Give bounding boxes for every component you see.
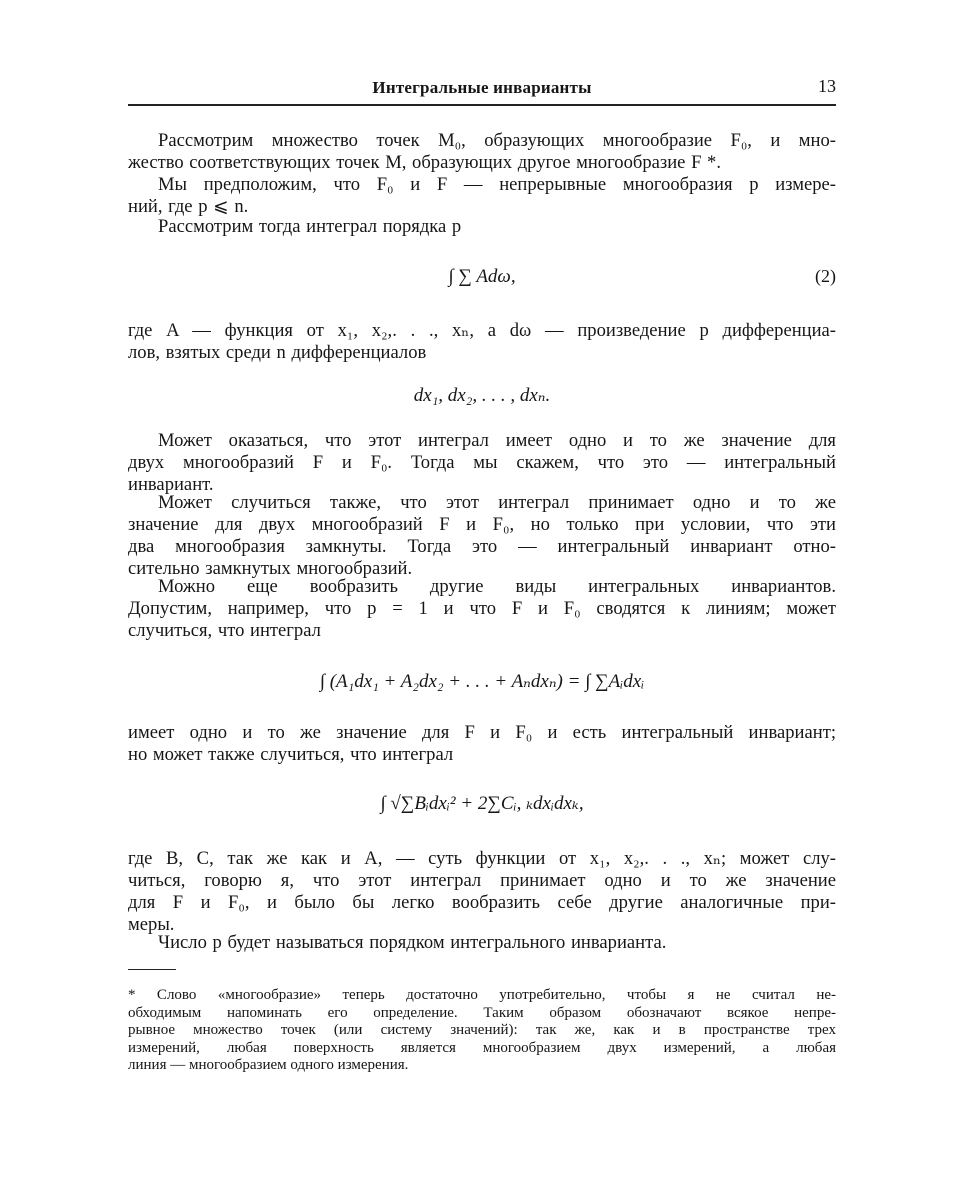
text-line: сительно замкнутых многообразий. [128, 558, 413, 579]
paragraph-3 [128, 216, 836, 238]
footnote-line: измерений, любая поверхность является многообразием двух измерений, а любая [128, 1039, 836, 1056]
text-line: Может случиться также, что этот интеграл принимает одно и то же [158, 492, 836, 513]
text-line: но может также случиться, что интеграл [128, 744, 454, 765]
paragraph-1 [128, 130, 836, 174]
formula-2-expression: ∫ ∑ Adω, [448, 266, 516, 287]
text-line: для F и F₀, и было бы легко вообразить себе другие аналогичные при- [128, 892, 836, 913]
text-line: ний, где p ⩽ n. [128, 196, 249, 217]
equation-number: (2) [815, 266, 836, 286]
paragraph-6 [128, 492, 836, 580]
formula-differentials-expression: dx₁, dx₂, . . . , dxₙ. [413, 385, 551, 406]
paragraph-8 [128, 722, 836, 766]
text-line: Может оказаться, что этот интеграл имеет одно и то же значение для [158, 430, 836, 451]
paragraph-10 [128, 932, 836, 954]
text-line: читься, говорю я, что этот интеграл принимает одно и то же значение [128, 870, 836, 891]
text-line: два многообразия замкнуты. Тогда это — интегральный инвариант отно- [128, 536, 836, 557]
footnote [128, 987, 836, 1075]
formula-2 [128, 266, 836, 288]
paragraph-7 [128, 576, 836, 642]
text-line: меры. [128, 914, 175, 935]
paragraph-4 [128, 320, 836, 364]
formula-sqrt-integral-expression: ∫ √∑Bᵢdxᵢ² + 2∑Cᵢ, ₖdxᵢdxₖ, [380, 793, 584, 814]
text-line: случиться, что интеграл [128, 620, 321, 641]
footnote-line: обходимым напоминать его определение. Таким образом обозначают всякое непре- [128, 1004, 836, 1021]
text-line: Допустим, например, что p = 1 и что F и F₀ сводятся к линиям; может [128, 598, 836, 619]
text-line: значение для двух многообразий F и F₀, но только при условии, что эти [128, 514, 836, 535]
text-line: жество соответствующих точек M, образующих другое многообразие F *. [128, 152, 722, 173]
paragraph-5 [128, 430, 836, 496]
formula-line-integral-expression: ∫ (A₁dx₁ + A₂dx₂ + . . . + Aₙdxₙ) = ∫ ∑Aᵢdxᵢ [319, 671, 645, 692]
formula-sqrt-integral [128, 792, 836, 815]
text-line: где B, C, так же как и A, — суть функции от x₁, x₂,. . ., xₙ; может слу- [128, 848, 836, 869]
text-line: имеет одно и то же значение для F и F₀ и есть интегральный инвариант; [128, 722, 836, 743]
footnote-divider [128, 969, 176, 970]
formula-line-integral [128, 670, 836, 693]
running-title: Интегральные инварианты [372, 78, 592, 97]
text-line: Мы предположим, что F₀ и F — непрерывные многообразия p измере- [158, 174, 836, 195]
formula-differentials [128, 384, 836, 407]
text-line: двух многообразий F и F₀. Тогда мы скажем, что это — интегральный [128, 452, 836, 473]
footnote-line: линия — многообразием одного измерения. [128, 1057, 409, 1073]
paragraph-2 [128, 174, 836, 218]
page-header [128, 76, 836, 106]
text-line: Можно еще вообразить другие виды интегральных инвариантов. [158, 576, 836, 597]
text-line: Рассмотрим множество точек M₀, образующих многообразие F₀, и мно- [158, 130, 836, 151]
page-number: 13 [818, 76, 836, 96]
text-line: Рассмотрим тогда интеграл порядка p [158, 216, 462, 237]
text-line: лов, взятых среди n дифференциалов [128, 342, 427, 363]
text-line: где A — функция от x₁, x₂,. . ., xₙ, а dω — произведение p дифференциа- [128, 320, 836, 341]
text-line: инвариант. [128, 474, 214, 495]
footnote-line: рывное множество точек (или систему значений): так же, как и в пространстве трех [128, 1022, 836, 1038]
paragraph-9 [128, 848, 836, 936]
text-line: Число p будет называться порядком интегрального инварианта. [158, 932, 667, 953]
footnote-line: * Слово «многообразие» теперь достаточно употребительно, чтобы я не считал не- [128, 987, 836, 1003]
